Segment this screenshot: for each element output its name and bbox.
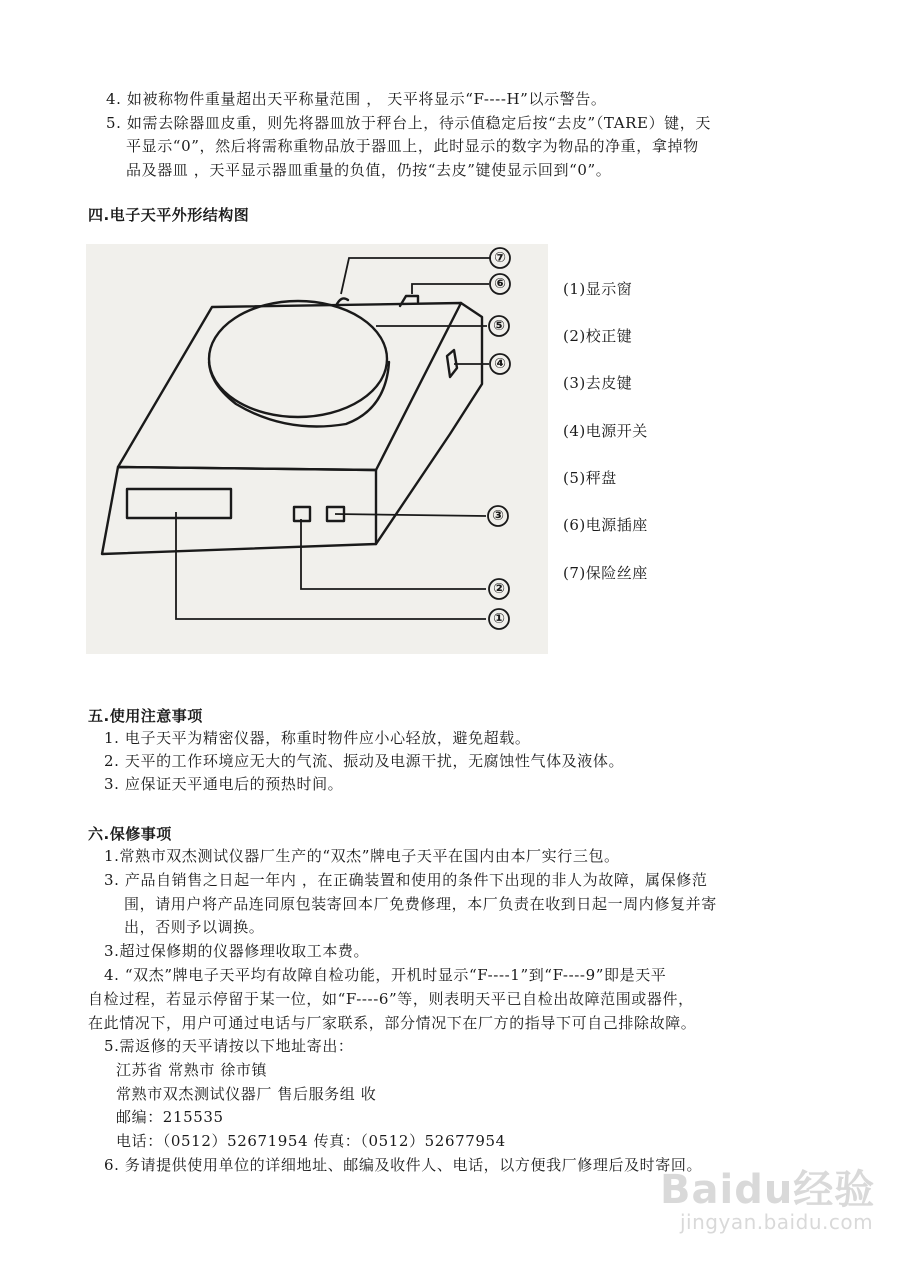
weighing-pan [209,301,387,417]
section-heading-precautions: 五.使用注意事项 [88,707,203,725]
legend-weighing-pan: (5)秤盘 [563,469,617,487]
balance-top-surface [118,303,461,470]
text-line: 3. 产品自销售之日起一年内 ，在正确装置和使用的条件下出现的非人为故障，属保修范 [104,871,708,889]
text-line: 品及器皿 ，天平显示器皿重量的负值，仍按“去皮”键使显示回到“0”。 [126,161,612,179]
text-line: 3.超过保修期的仪器修理收取工本费。 [104,942,370,960]
legend-tare-key: (3)去皮键 [563,374,633,392]
text-line: 围，请用户将产品连同原包装寄回本厂免费修理，本厂负责在收到日起一周内修复并寄 [124,895,717,913]
display-window [127,489,231,518]
baidu-jingyan-logo: Baidu经验 [660,1167,876,1213]
text-line: 1. 电子天平为精密仪器，称重时物件应小心轻放，避免超载。 [104,729,531,747]
callout-3: ③ [492,508,504,524]
text-line: 6. 务请提供使用单位的详细地址、邮编及收件人、电话，以方便我厂修理后及时寄回。 [104,1156,703,1174]
calibrate-key [294,507,310,521]
address-line: 江苏省 常熟市 徐市镇 [116,1061,268,1079]
callout-6: ⑥ [494,276,506,292]
balance-right-side [376,303,482,544]
callout-circles [488,248,510,629]
text-line: 5. 如需去除器皿皮重，则先将器皿放于秤台上，待示值稳定后按“去皮”（TARE）键，天 [106,114,711,132]
contact-line: 电话：（0512）52671954 传真：（0512）52677954 [116,1132,506,1150]
text-line: 平显示“0”，然后将需称重物品放于器皿上，此时显示的数字为物品的净重，拿掉物 [126,137,699,155]
legend-power-switch: (4)电源开关 [563,422,648,440]
callout-4: ④ [494,356,506,372]
balance-front-face [102,467,376,554]
legend-display-window: (1)显示窗 [563,280,633,298]
postcode-line: 邮编：215535 [116,1108,224,1126]
watermark-url: jingyan.baidu.com [680,1210,874,1234]
text-line: 1.常熟市双杰测试仪器厂生产的“双杰”牌电子天平在国内由本厂实行三包。 [104,847,620,865]
section-heading-structure: 四.电子天平外形结构图 [88,206,250,224]
text-line: 4. “双杰”牌电子天平均有故障自检功能，开机时显示“F----1”到“F----9”即是天平 [104,966,667,984]
legend-fuse-holder: (7)保险丝座 [563,564,648,582]
legend-power-socket: (6)电源插座 [563,516,648,534]
callout-2: ② [493,581,505,597]
address-line: 常熟市双杰测试仪器厂 售后服务组 收 [116,1085,377,1103]
text-line: 自检过程，若显示停留于某一位，如“F----6”等，则表明天平已自检出故障范围或器件， [88,990,694,1008]
text-line: 2. 天平的工作环境应无大的气流、振动及电源干扰，无腐蚀性气体及液体。 [104,752,625,770]
text-line: 3. 应保证天平通电后的预热时间。 [104,775,344,793]
callout-1: ① [493,611,505,627]
callout-7: ⑦ [494,250,506,266]
callout-5: ⑤ [493,318,505,334]
text-line: 出，否则予以调换。 [124,918,265,936]
section-heading-warranty: 六.保修事项 [88,825,172,843]
balance-structure-diagram [86,244,548,654]
text-line: 4. 如被称物件重量超出天平称量范围 ， 天平将显示“F----H”以示警告。 [106,90,607,108]
legend-calibrate-key: (2)校正键 [563,327,633,345]
text-line: 5.需返修的天平请按以下地址寄出： [104,1037,354,1055]
text-line: 在此情况下，用户可通过电话与厂家联系，部分情况下在厂方的指导下可自己排除故障。 [88,1014,697,1032]
leader-lines [176,258,491,619]
